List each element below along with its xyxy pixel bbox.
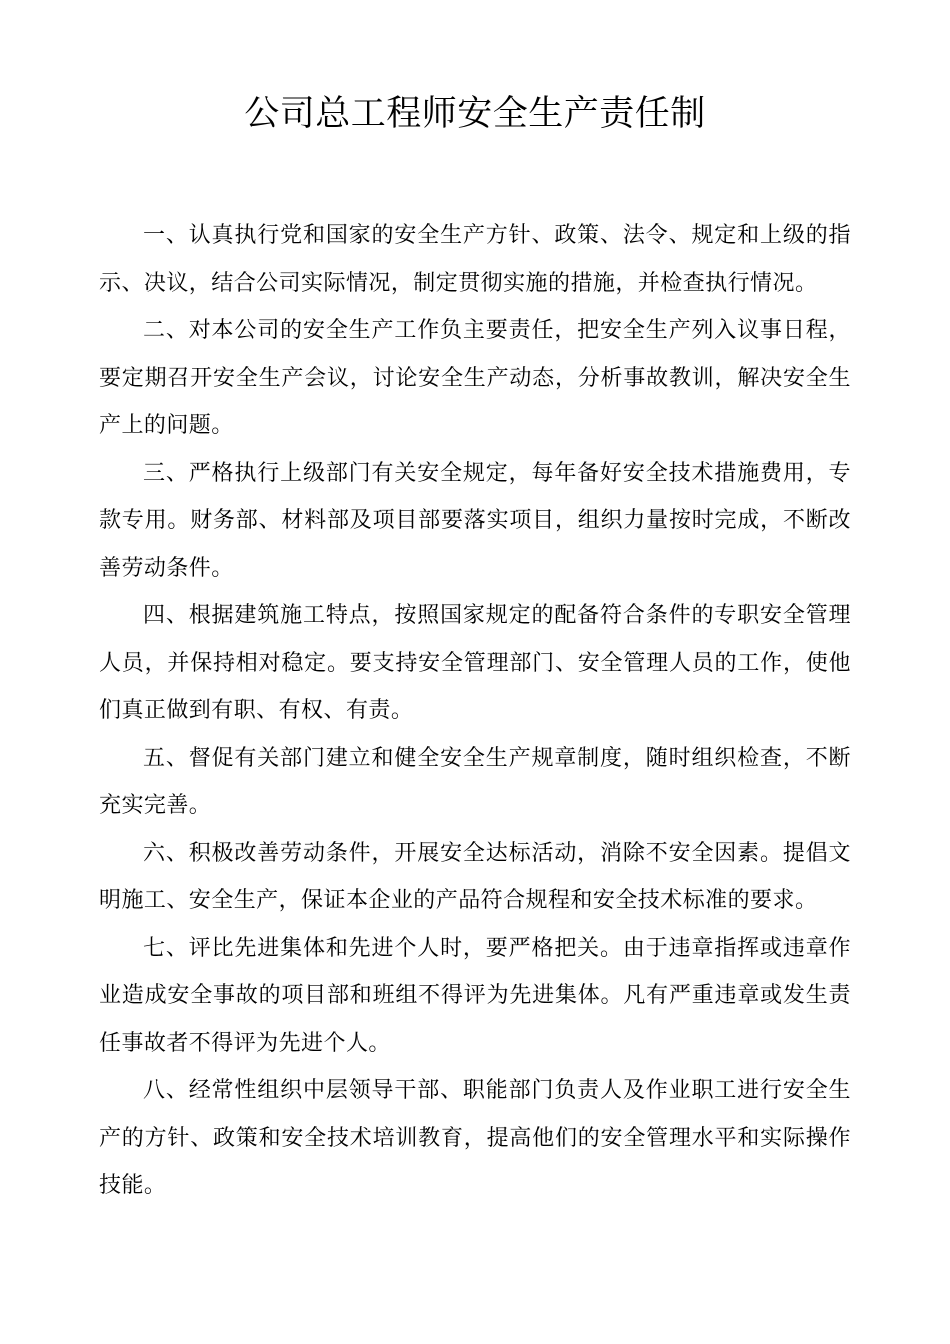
document-title: 公司总工程师安全生产责任制 [244,94,706,134]
clause-7: 七、评比先进集体和先进个人时，要严格把关。由于违章指挥或违章作业造成安全事故的项目部和班组不得评为先进集体。凡有严重违章或发生责任事故者不得评为先进个人。 [99,935,851,1056]
clause-8: 八、经常性组织中层领导干部、职能部门负责人及作业职工进行安全生产的方针、政策和安全技术培训教育，提高他们的安全管理水平和实际操作技能。 [99,1078,851,1198]
clause-1: 一、认真执行党和国家的安全生产方针、政策、法令、规定和上级的指示、决议，结合公司实际情况，制定贯彻实施的措施，并检查执行情况。 [99,223,851,296]
clause-4: 四、根据建筑施工特点，按照国家规定的配备符合条件的专职安全管理人员，并保持相对稳定。要支持安全管理部门、安全管理人员的工作，使他们真正做到有职、有权、有责。 [99,603,851,723]
clause-6: 六、积极改善劳动条件，开展安全达标活动，消除不安全因素。提倡文明施工、安全生产，保证本企业的产品符合规程和安全技术标准的要求。 [99,840,851,913]
clause-3: 三、严格执行上级部门有关安全规定，每年备好安全技术措施费用，专款专用。财务部、材料部及项目部要落实项目，组织力量按时完成，不断改善劳动条件。 [99,460,851,581]
document-body [99,212,851,1210]
clause-2: 二、对本公司的安全生产工作负主要责任，把安全生产列入议事日程，要定期召开安全生产会议，讨论安全生产动态，分析事故教训，解决安全生产上的问题。 [99,318,851,438]
clause-5: 五、督促有关部门建立和健全安全生产规章制度，随时组织检查，不断充实完善。 [99,745,851,818]
